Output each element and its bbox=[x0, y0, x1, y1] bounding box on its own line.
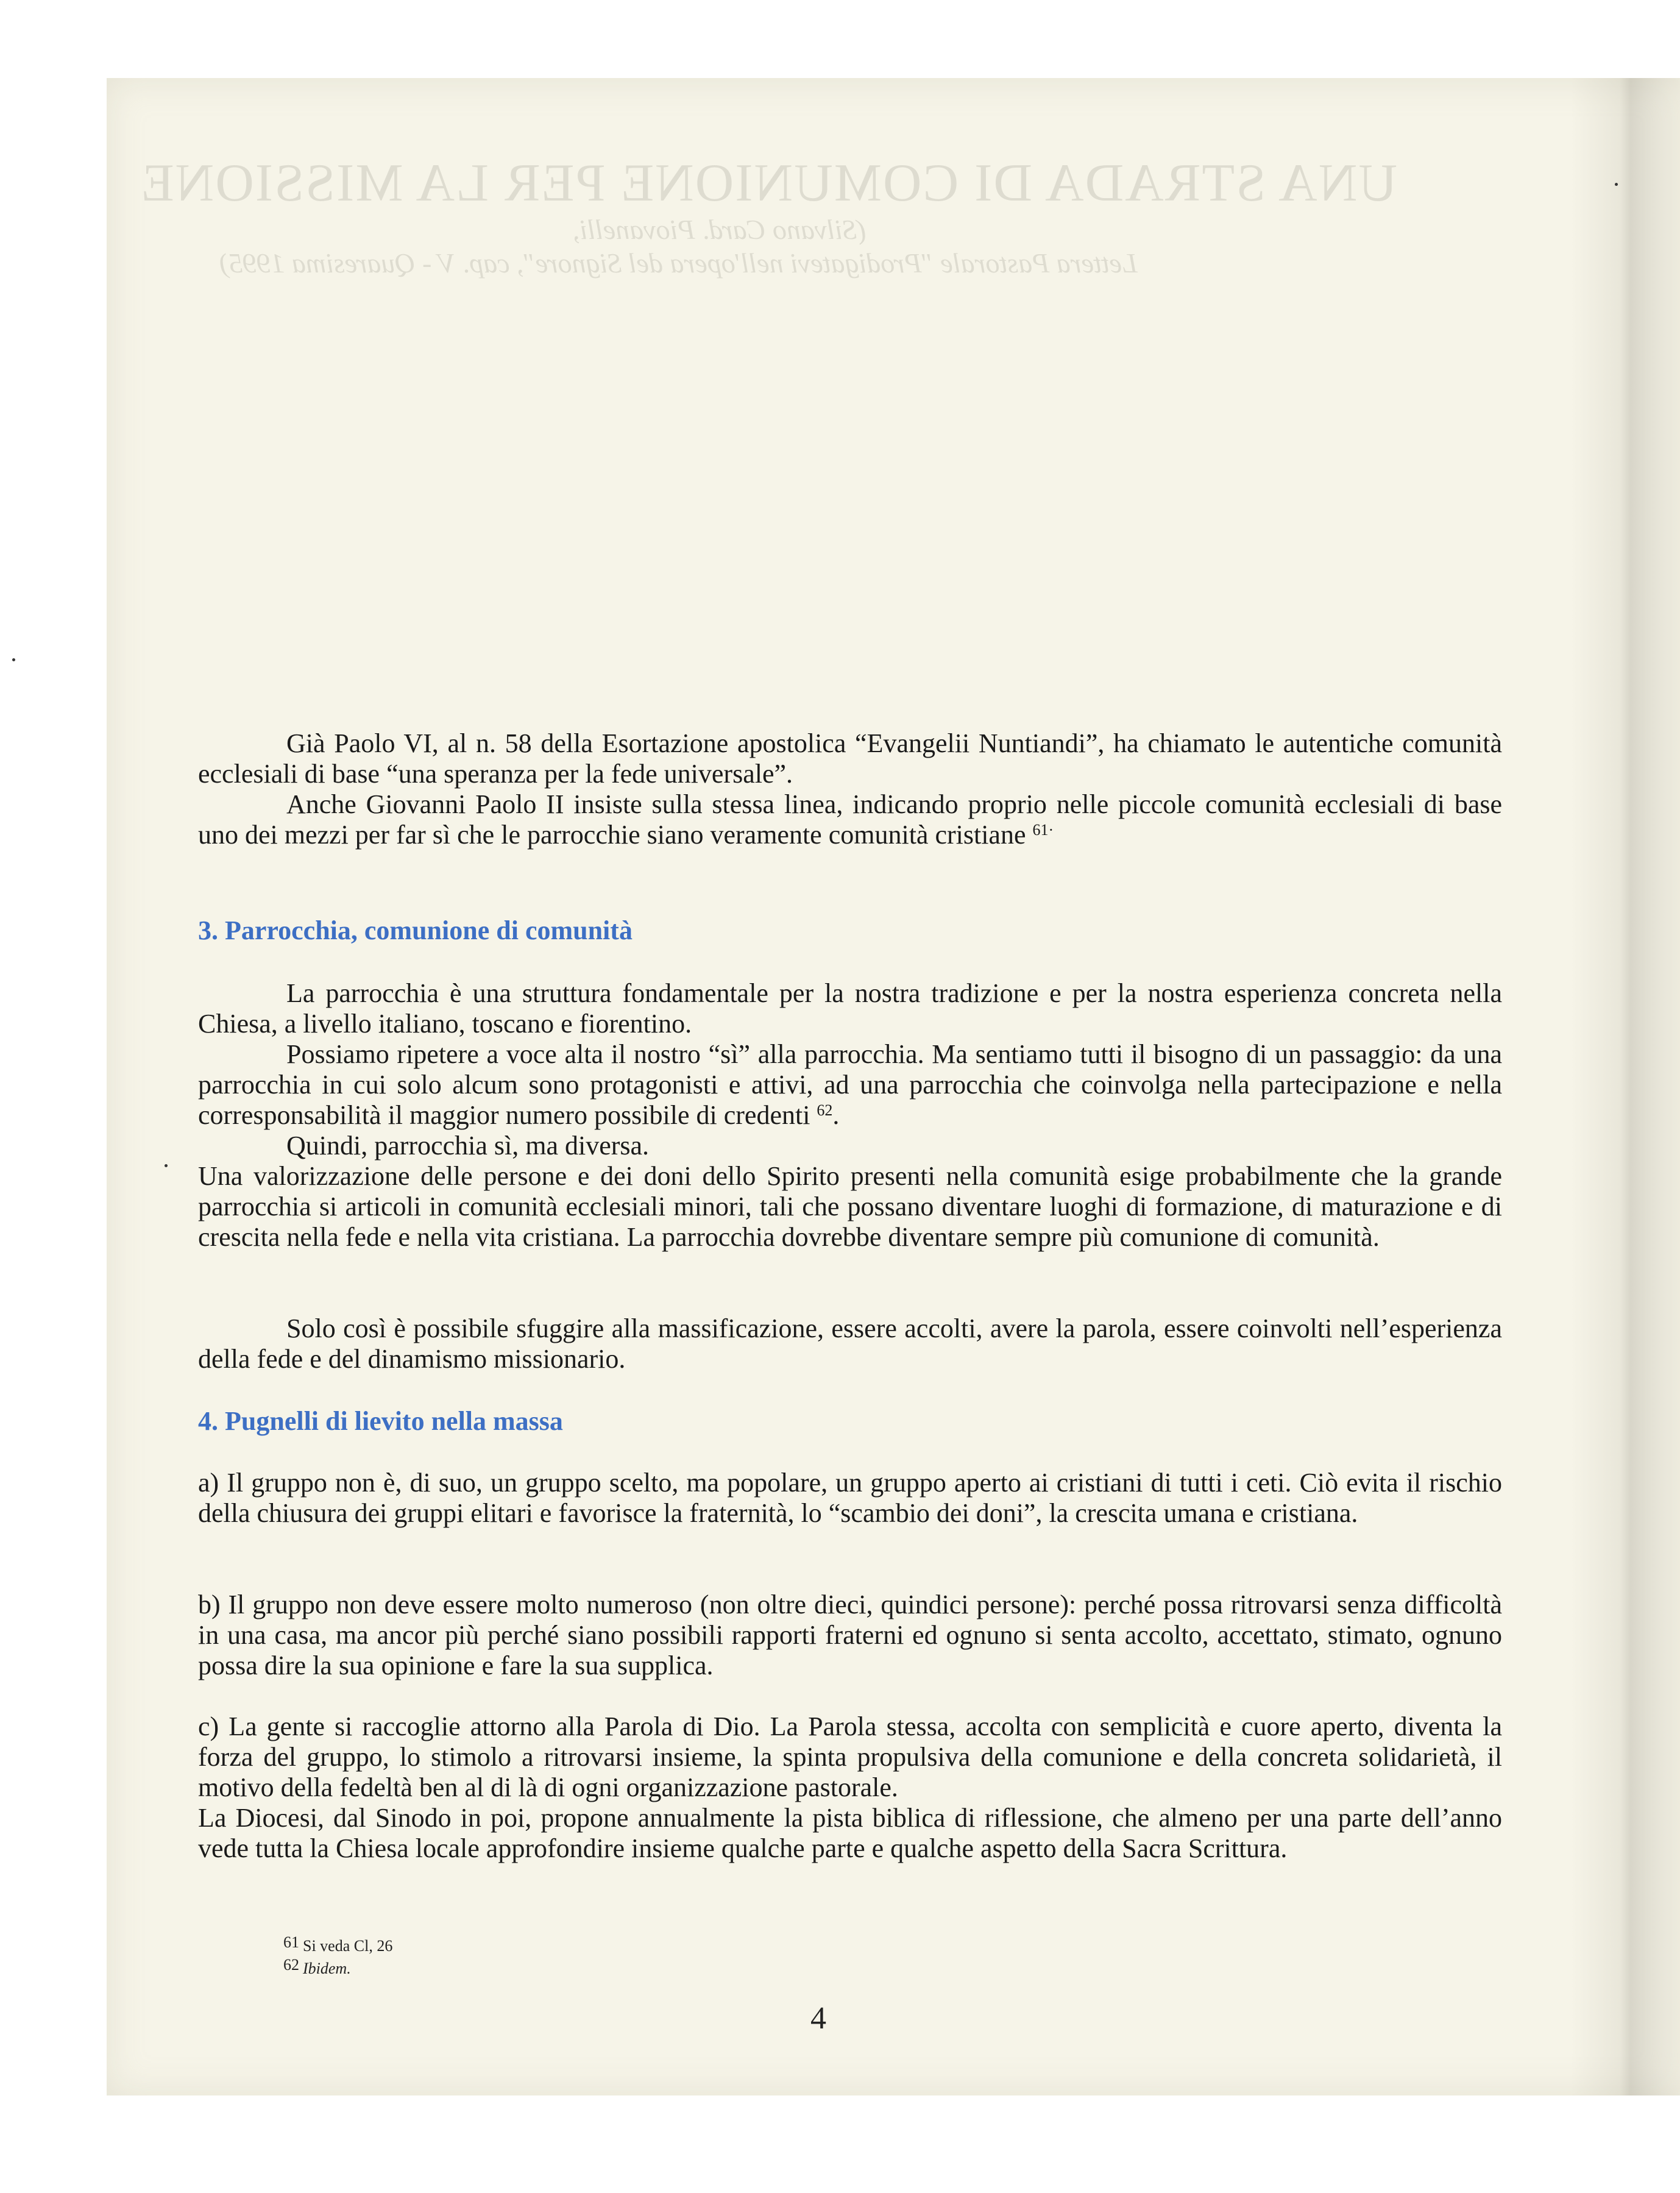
paragraph: Possiamo ripetere a voce alta il nostro “sì” alla parrocchia. Ma sentiamo tutti il bisogno di un passaggio: da una parrocchia in cui solo alcum sono protagonisti e attivi, ad una parrocchia che coinvolga nella partecipazione e nella corresponsabilità il maggior numero possibile di credenti $^{62}$. bbox=[198, 1039, 1502, 1130]
list-item: a) Il gruppo non è, di suo, un gruppo scelto, ma popolare, un gruppo aperto ai cristiani di tutti i ceti. Ciò evita il rischio della chiusura dei gruppi elitari e favorisce la fraternità, lo “scambio dei doni”, la crescita umana e cristiana. bbox=[198, 1468, 1502, 1528]
section-heading: 3. Parrocchia, comunione di comunità bbox=[198, 915, 633, 945]
intro-block bbox=[198, 728, 1502, 850]
item-c bbox=[198, 1711, 1502, 1864]
list-item: c) La gente si raccoglie attorno alla Parola di Dio. La Parola stessa, accolta con semplicità e cuore aperto, diventa la forza del gruppo, lo stimolo a ritrovarsi insieme, la spinta propulsiva della comunione e della concreta solidarietà, il motivo della fedeltà ben al di là di ogni organizzazione pastorale. bbox=[198, 1711, 1502, 1802]
bleed-through-subtitle: (Silvano Card. Piovanelli, bbox=[573, 214, 867, 245]
item-a bbox=[198, 1468, 1502, 1529]
paragraph: Già Paolo VI, al n. 58 della Esortazione apostolica “Evangelii Nuntiandi”, ha chiamato le autentiche comunità ecclesiali di base “una speranza per la fede universale”. bbox=[198, 728, 1502, 789]
scan-speck bbox=[1615, 183, 1618, 186]
footnote: $^{62}$ Ibidem. bbox=[283, 1956, 351, 1977]
section-3-closing bbox=[198, 1313, 1502, 1374]
footnote-ref: 62 bbox=[817, 1101, 833, 1119]
item-b bbox=[198, 1590, 1502, 1681]
paragraph: La parrocchia è una struttura fondamentale per la nostra tradizione e per la nostra esperienza concreta nella Chiesa, a livello italiano, toscano e fiorentino. bbox=[198, 978, 1502, 1039]
paragraph: Quindi, parrocchia sì, ma diversa. bbox=[286, 1131, 650, 1160]
paragraph: Una valorizzazione delle persone e dei doni dello Spirito presenti nella comunità esige probabilmente che la grande parrocchia si articoli in comunità ecclesiali minori, tali che possano diventare luoghi di formazione, di maturazione e di crescita nella fede e nella vita cristiana. La parrocchia dovrebbe diventare sempre più comunione di comunità. bbox=[198, 1161, 1502, 1252]
paragraph: La Diocesi, dal Sinodo in poi, propone annualmente la pista biblica di riflessione, che almeno per una parte dell’anno vede tutta la Chiesa locale approfondire insieme qualche parte e qualche aspetto della Sacra Scrittura. bbox=[198, 1803, 1502, 1863]
section-heading: 4. Pugnelli di lievito nella massa bbox=[198, 1406, 563, 1436]
paragraph: Solo così è possibile sfuggire alla massificazione, essere accolti, avere la parola, essere coinvolti nell’esperienza della fede e del dinamismo missionario. bbox=[198, 1313, 1502, 1374]
section-3-body bbox=[198, 978, 1502, 1253]
bleed-through-title: UNA STRADA DI COMUNIONE PER LA MISSIONE bbox=[140, 154, 1398, 213]
scan-speck bbox=[165, 1164, 168, 1167]
bleed-through-subtitle-2: Lettera Pastorale "Prodigatevi nell'opera del Signore", cap. V - Quaresima 1995) bbox=[219, 247, 1138, 279]
scan-speck bbox=[12, 658, 15, 661]
footnote: $^{61}$ Si veda Cl, 26 bbox=[283, 1933, 393, 1955]
footnote-ref: 61· bbox=[1032, 821, 1054, 839]
page-number: 4 bbox=[810, 2001, 826, 2036]
paragraph: Anche Giovanni Paolo II insiste sulla stessa linea, indicando proprio nelle piccole comunità ecclesiali di base uno dei mezzi per far sì che le parrocchie siano veramente comunità cristiane $^{61\cdot}$ bbox=[198, 789, 1502, 850]
list-item: b) Il gruppo non deve essere molto numeroso (non oltre dieci, quindici persone): perché possa ritrovarsi senza difficoltà in una casa, ma ancor più perché siano possibili rapporti fraterni ed ognuno si senta accolto, accettato, stimato, ognuno possa dire la sua opinione e fare la sua supplica. bbox=[198, 1590, 1502, 1680]
page-fold-shadow bbox=[1570, 78, 1680, 2095]
